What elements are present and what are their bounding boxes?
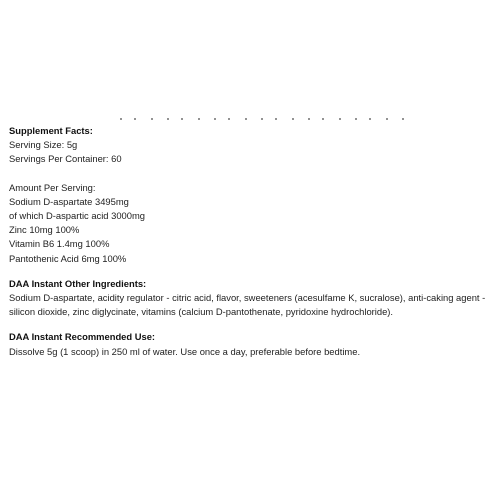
nutrient-item: Vitamin B6 1.4mg 100% [9,238,110,250]
spacer [9,319,495,330]
recommended-use-heading: DAA Instant Recommended Use: [9,331,156,343]
servings-per-container: Servings Per Container: 60 [9,153,122,165]
nutrient-item: Pantothenic Acid 6mg 100% [9,252,127,264]
serving-size: Serving Size: 5g [9,139,78,151]
spacer [9,266,495,277]
product-info-document [9,124,495,359]
supplement-facts-heading: Supplement Facts: [9,125,93,136]
other-ingredients-text: Sodium D-aspartate, acidity regulator - citric acid, flavor, sweeteners (acesulfame K, sucralose), anti-caking agent - silicon dioxide, zinc diglycinate, vitamins (calcium D-pantothenate, pyridoxine hydrochloride). [9,292,486,318]
cropped-text-remnant [120,118,410,120]
recommended-use-text: Dissolve 5g (1 scoop) in 250 ml of water. Use once a day, preferable before bedtime. [9,345,361,357]
spacer [9,167,495,181]
amount-per-serving-heading: Amount Per Serving: [9,181,96,193]
nutrient-item: Zinc 10mg 100% [9,224,80,236]
nutrient-item: of which D-aspartic acid 3000mg [9,210,146,222]
other-ingredients-heading: DAA Instant Other Ingredients: [9,277,147,289]
nutrient-item: Sodium D-aspartate 3495mg [9,195,129,207]
